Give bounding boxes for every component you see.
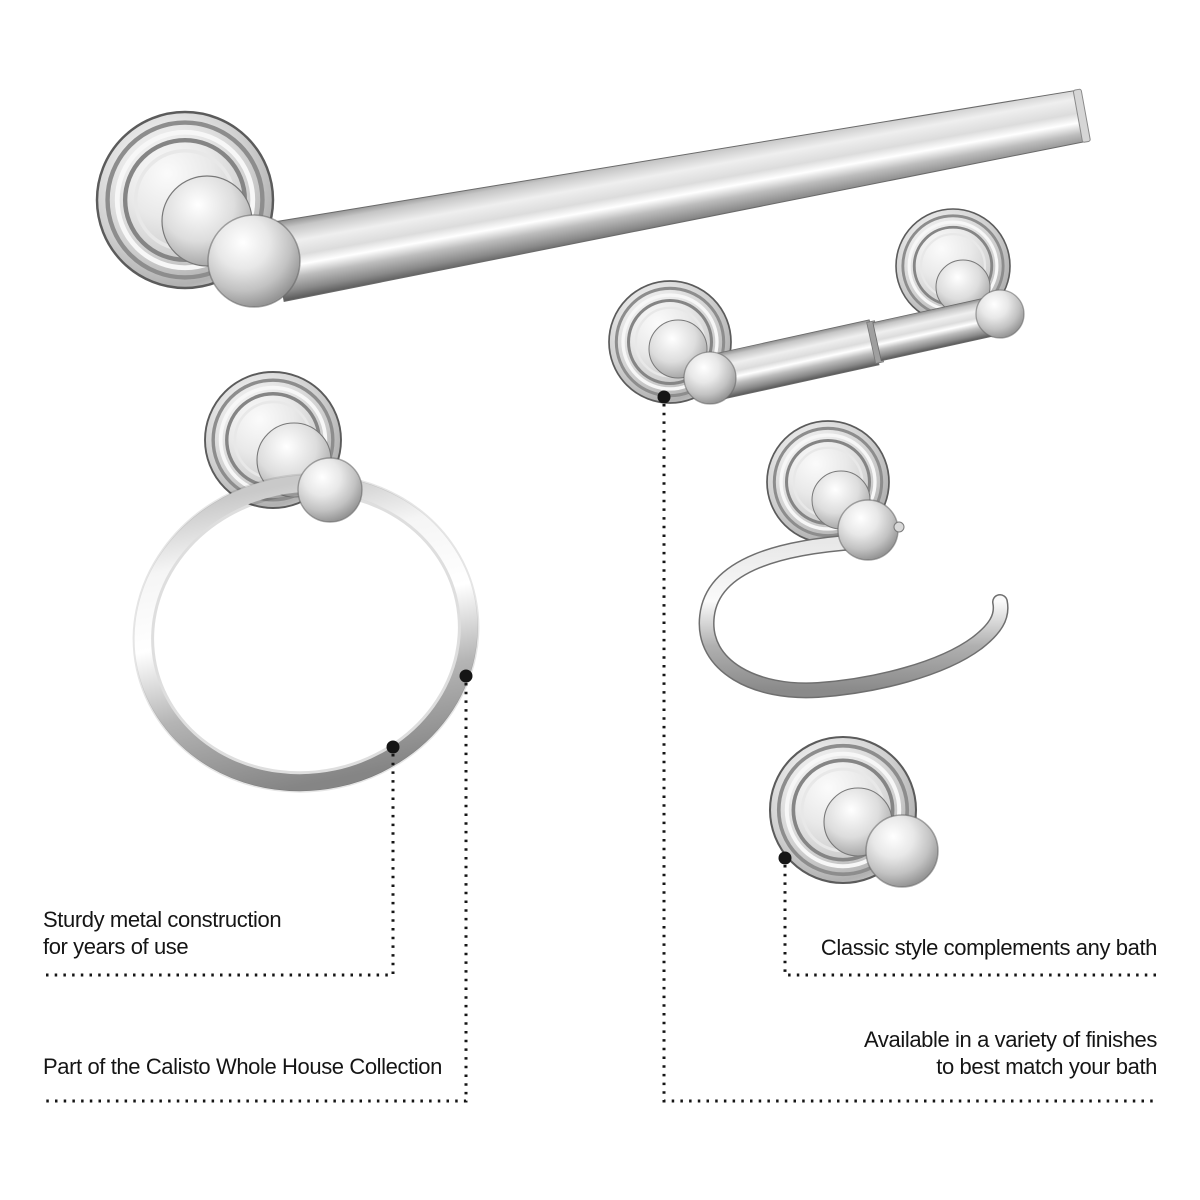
annotation-sturdy-metal — [43, 906, 281, 960]
euro-holder-ball — [838, 500, 898, 560]
annotation-line: Available in a variety of finishes — [864, 1027, 1157, 1052]
leader-dot — [779, 852, 792, 865]
paper-holder-left-ball — [684, 352, 736, 404]
towel-ring-image — [104, 372, 508, 824]
annotation-line: for years of use — [43, 934, 189, 959]
euro-holder-hook — [707, 542, 1001, 690]
annotation-collection — [43, 1053, 442, 1080]
annotation-line: Part of the Calisto Whole House Collection — [43, 1054, 442, 1079]
towel-bar-post-ball — [208, 215, 300, 307]
paper-holder-right-ball — [976, 290, 1024, 338]
leader-dot — [658, 391, 671, 404]
annotation-line: Classic style complements any bath — [820, 935, 1157, 960]
leader-finishes — [658, 391, 1159, 1102]
euro-paper-holder-image — [707, 421, 1001, 690]
annotation-finishes — [864, 1026, 1157, 1080]
annotation-line: to best match your bath — [936, 1054, 1157, 1079]
leader-dot — [387, 741, 400, 754]
paper-holder-roller — [713, 293, 1003, 400]
annotation-classic-style — [821, 934, 1157, 961]
robe-hook-image — [770, 737, 938, 887]
euro-holder-pin — [894, 522, 904, 532]
leader-dot — [460, 670, 473, 683]
leader-line — [664, 404, 1158, 1101]
toilet-paper-holder-image — [609, 209, 1024, 404]
robe-hook-ball — [866, 815, 938, 887]
annotation-line: Sturdy metal construction — [43, 907, 282, 932]
towel-ring-ball — [298, 458, 362, 522]
